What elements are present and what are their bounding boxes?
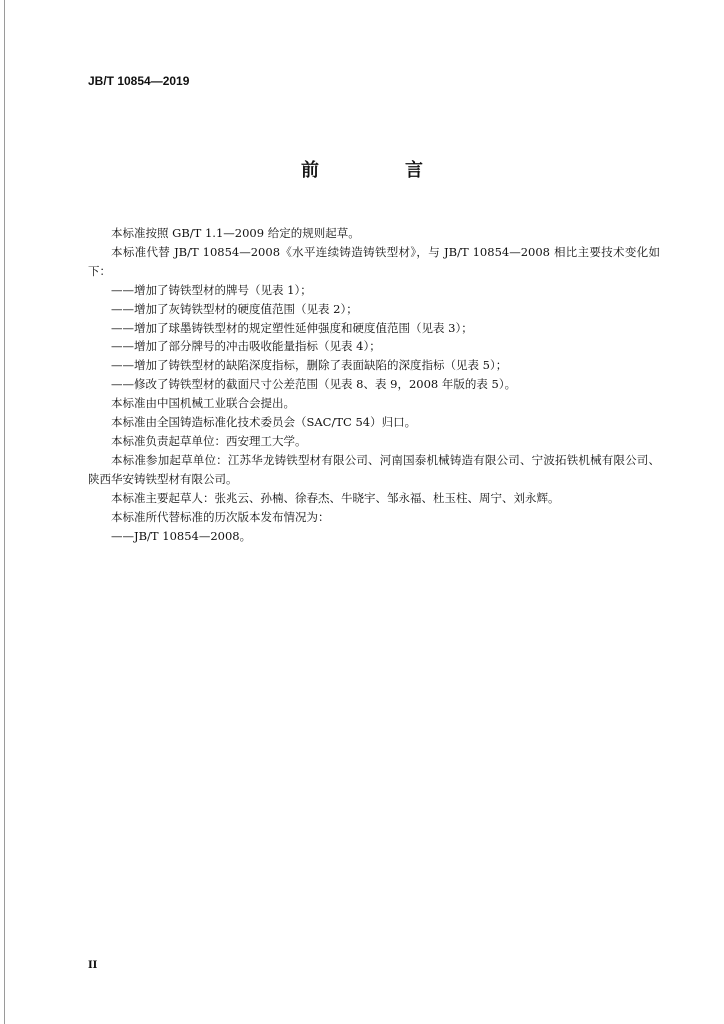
list-item: ——增加了球墨铸铁型材的规定塑性延伸强度和硬度值范围（见表 3）； bbox=[111, 320, 473, 335]
document-number-header: JB/T 10854—2019 bbox=[88, 74, 190, 88]
list-item: ——JB/T 10854—2008。 bbox=[111, 528, 252, 543]
list-item: ——增加了铸铁型材的缺陷深度指标，删除了表面缺陷的深度指标（见表 5）； bbox=[111, 358, 508, 373]
list-item: ——增加了铸铁型材的牌号（见表 1）； bbox=[111, 282, 312, 297]
page-edge-line bbox=[4, 0, 5, 1024]
list-item: ——增加了部分牌号的冲击吸收能量指标（见表 4）； bbox=[111, 339, 381, 354]
list-item: ——修改了铸铁型材的截面尺寸公差范围（见表 8、表 9，2008 年版的表 5）。 bbox=[111, 377, 517, 392]
page-number: II bbox=[88, 960, 98, 971]
paragraph-history-intro: 本标准所代替标准的历次版本发布情况为： bbox=[111, 509, 330, 524]
paragraph-participating-drafters: 本标准参加起草单位：江苏华龙铸铁型材有限公司、河南国泰机械铸造有限公司、宁波拓铁机械有限公司、陕西华安铸铁型材有限公司。 bbox=[88, 452, 660, 486]
paragraph-committee: 本标准由全国铸造标准化技术委员会（SAC/TC 54）归口。 bbox=[111, 415, 417, 430]
paragraph-drafting-rules: 本标准按照 GB/T 1.1—2009 给定的规则起草。 bbox=[111, 226, 360, 240]
foreword-body bbox=[88, 224, 660, 545]
paragraph-main-drafters: 本标准主要起草人：张兆云、孙楠、徐春杰、牛晓宇、邹永福、杜玉柱、周宁、刘永辉。 bbox=[111, 490, 560, 505]
page-title: 前 言 bbox=[301, 160, 457, 181]
paragraph-replacement: 本标准代替 JB/T 10854—2008《水平连续铸造铸铁型材》，与 JB/T 10854—2008 相比主要技术变化如下： bbox=[88, 244, 660, 278]
paragraph-lead-drafter: 本标准负责起草单位：西安理工大学。 bbox=[111, 433, 307, 448]
paragraph-proposer: 本标准由中国机械工业联合会提出。 bbox=[111, 396, 295, 411]
list-item: ——增加了灰铸铁型材的硬度值范围（见表 2）； bbox=[111, 301, 358, 316]
